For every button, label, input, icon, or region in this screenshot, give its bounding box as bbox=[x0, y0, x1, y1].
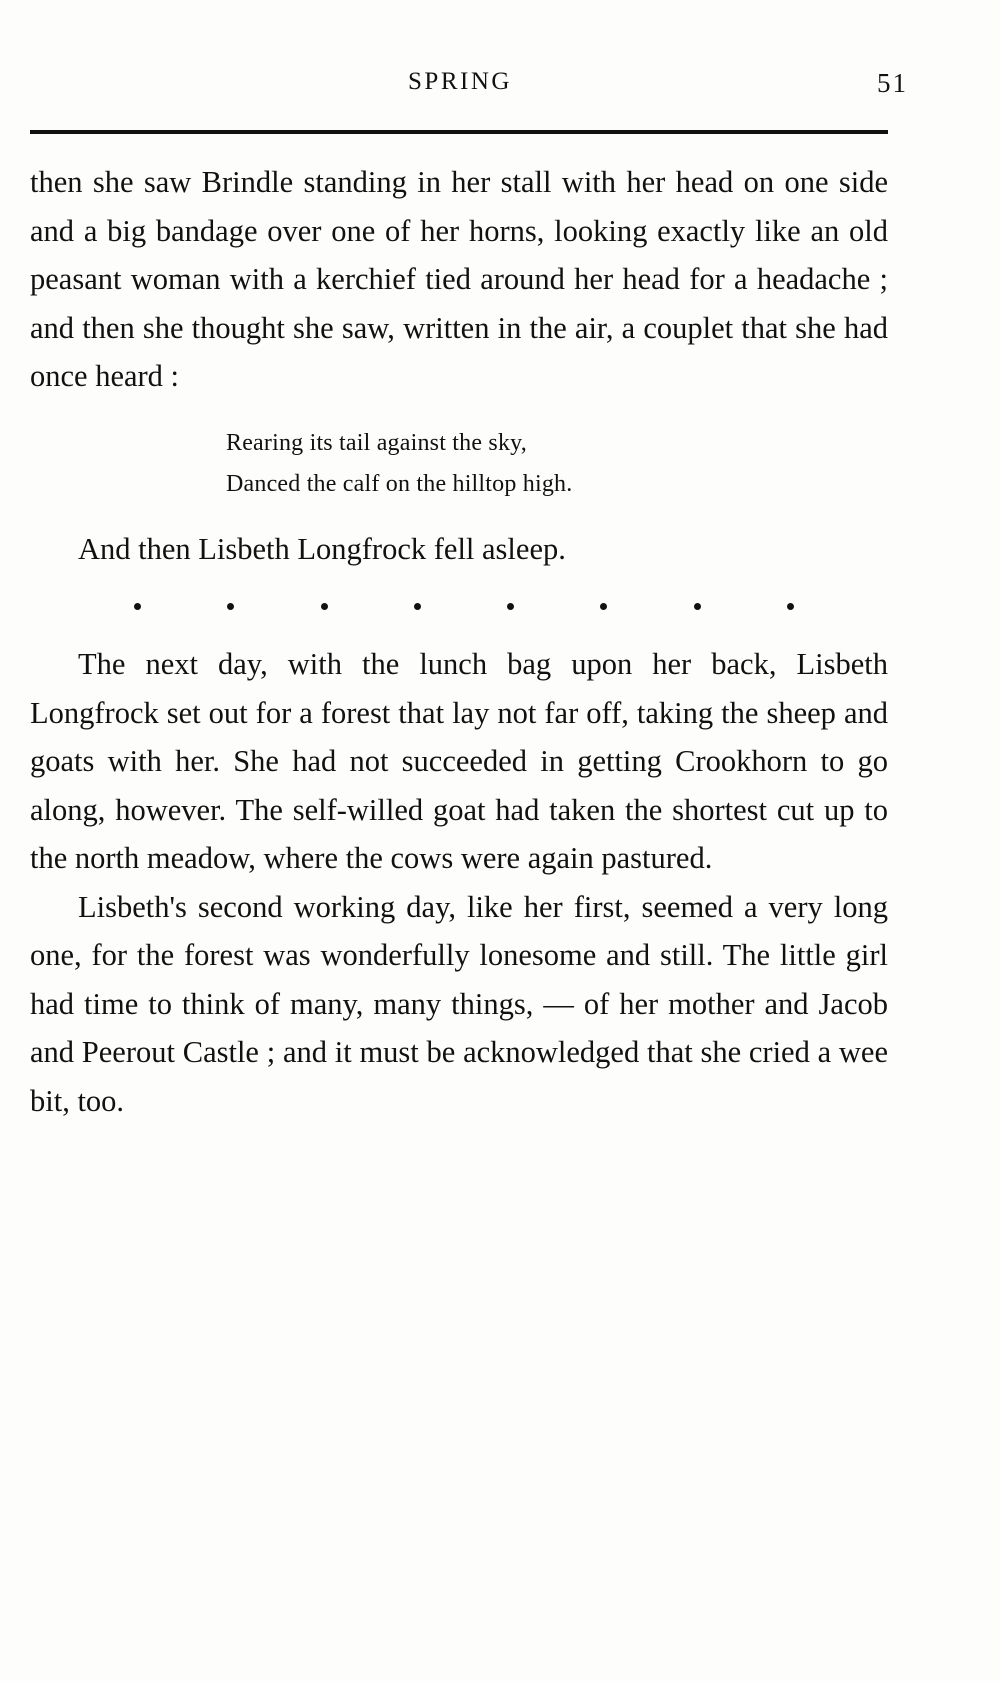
dot-separator bbox=[134, 603, 794, 610]
page-number: 51 bbox=[877, 68, 908, 98]
separator-dot bbox=[507, 603, 514, 610]
verse-line: Danced the calf on the hilltop high. bbox=[226, 470, 573, 497]
separator-dot bbox=[134, 603, 141, 610]
page-header bbox=[30, 68, 908, 98]
separator-dot bbox=[787, 603, 794, 610]
separator-dot bbox=[227, 603, 234, 610]
separator-dot bbox=[600, 603, 607, 610]
verse-block bbox=[30, 423, 888, 505]
verse-line: Rearing its tail against the sky, bbox=[226, 429, 527, 456]
page-body bbox=[30, 158, 888, 1125]
paragraph-continued: then she saw Brindle standing in her stall with her head on one side and a big bandage over one of her horns, looking exactly like an old peasant woman with a kerchief tied around her head for a headache ; and then she thought she saw, written in the air, a couplet that she had once heard : bbox=[30, 165, 888, 393]
paragraph-three: Lisbeth's second working day, like her first, seemed a very long one, for the forest was wonderfully lonesome and still. The little girl had time to think of many, many things, — of her mother and Jacob and Peerout Castle ; and it must be acknowledged that she cried a wee bit, too. bbox=[30, 889, 888, 1118]
separator-dot bbox=[321, 603, 328, 610]
separator-dot bbox=[414, 603, 421, 610]
paragraph-two: The next day, with the lunch bag upon her back, Lisbeth Longfrock set out for a forest that lay not far off, taking the sheep and goats with her. She had not succeeded in getting Crookhorn to go along, however. The self-willed goat had taken the shortest cut up to the north meadow, where the cows were again pastured. bbox=[30, 647, 888, 875]
line-after-verse: And then Lisbeth Longfrock fell asleep. bbox=[78, 531, 566, 566]
separator-dot bbox=[694, 603, 701, 610]
running-head: SPRING bbox=[408, 68, 512, 95]
header-rule bbox=[30, 130, 888, 134]
